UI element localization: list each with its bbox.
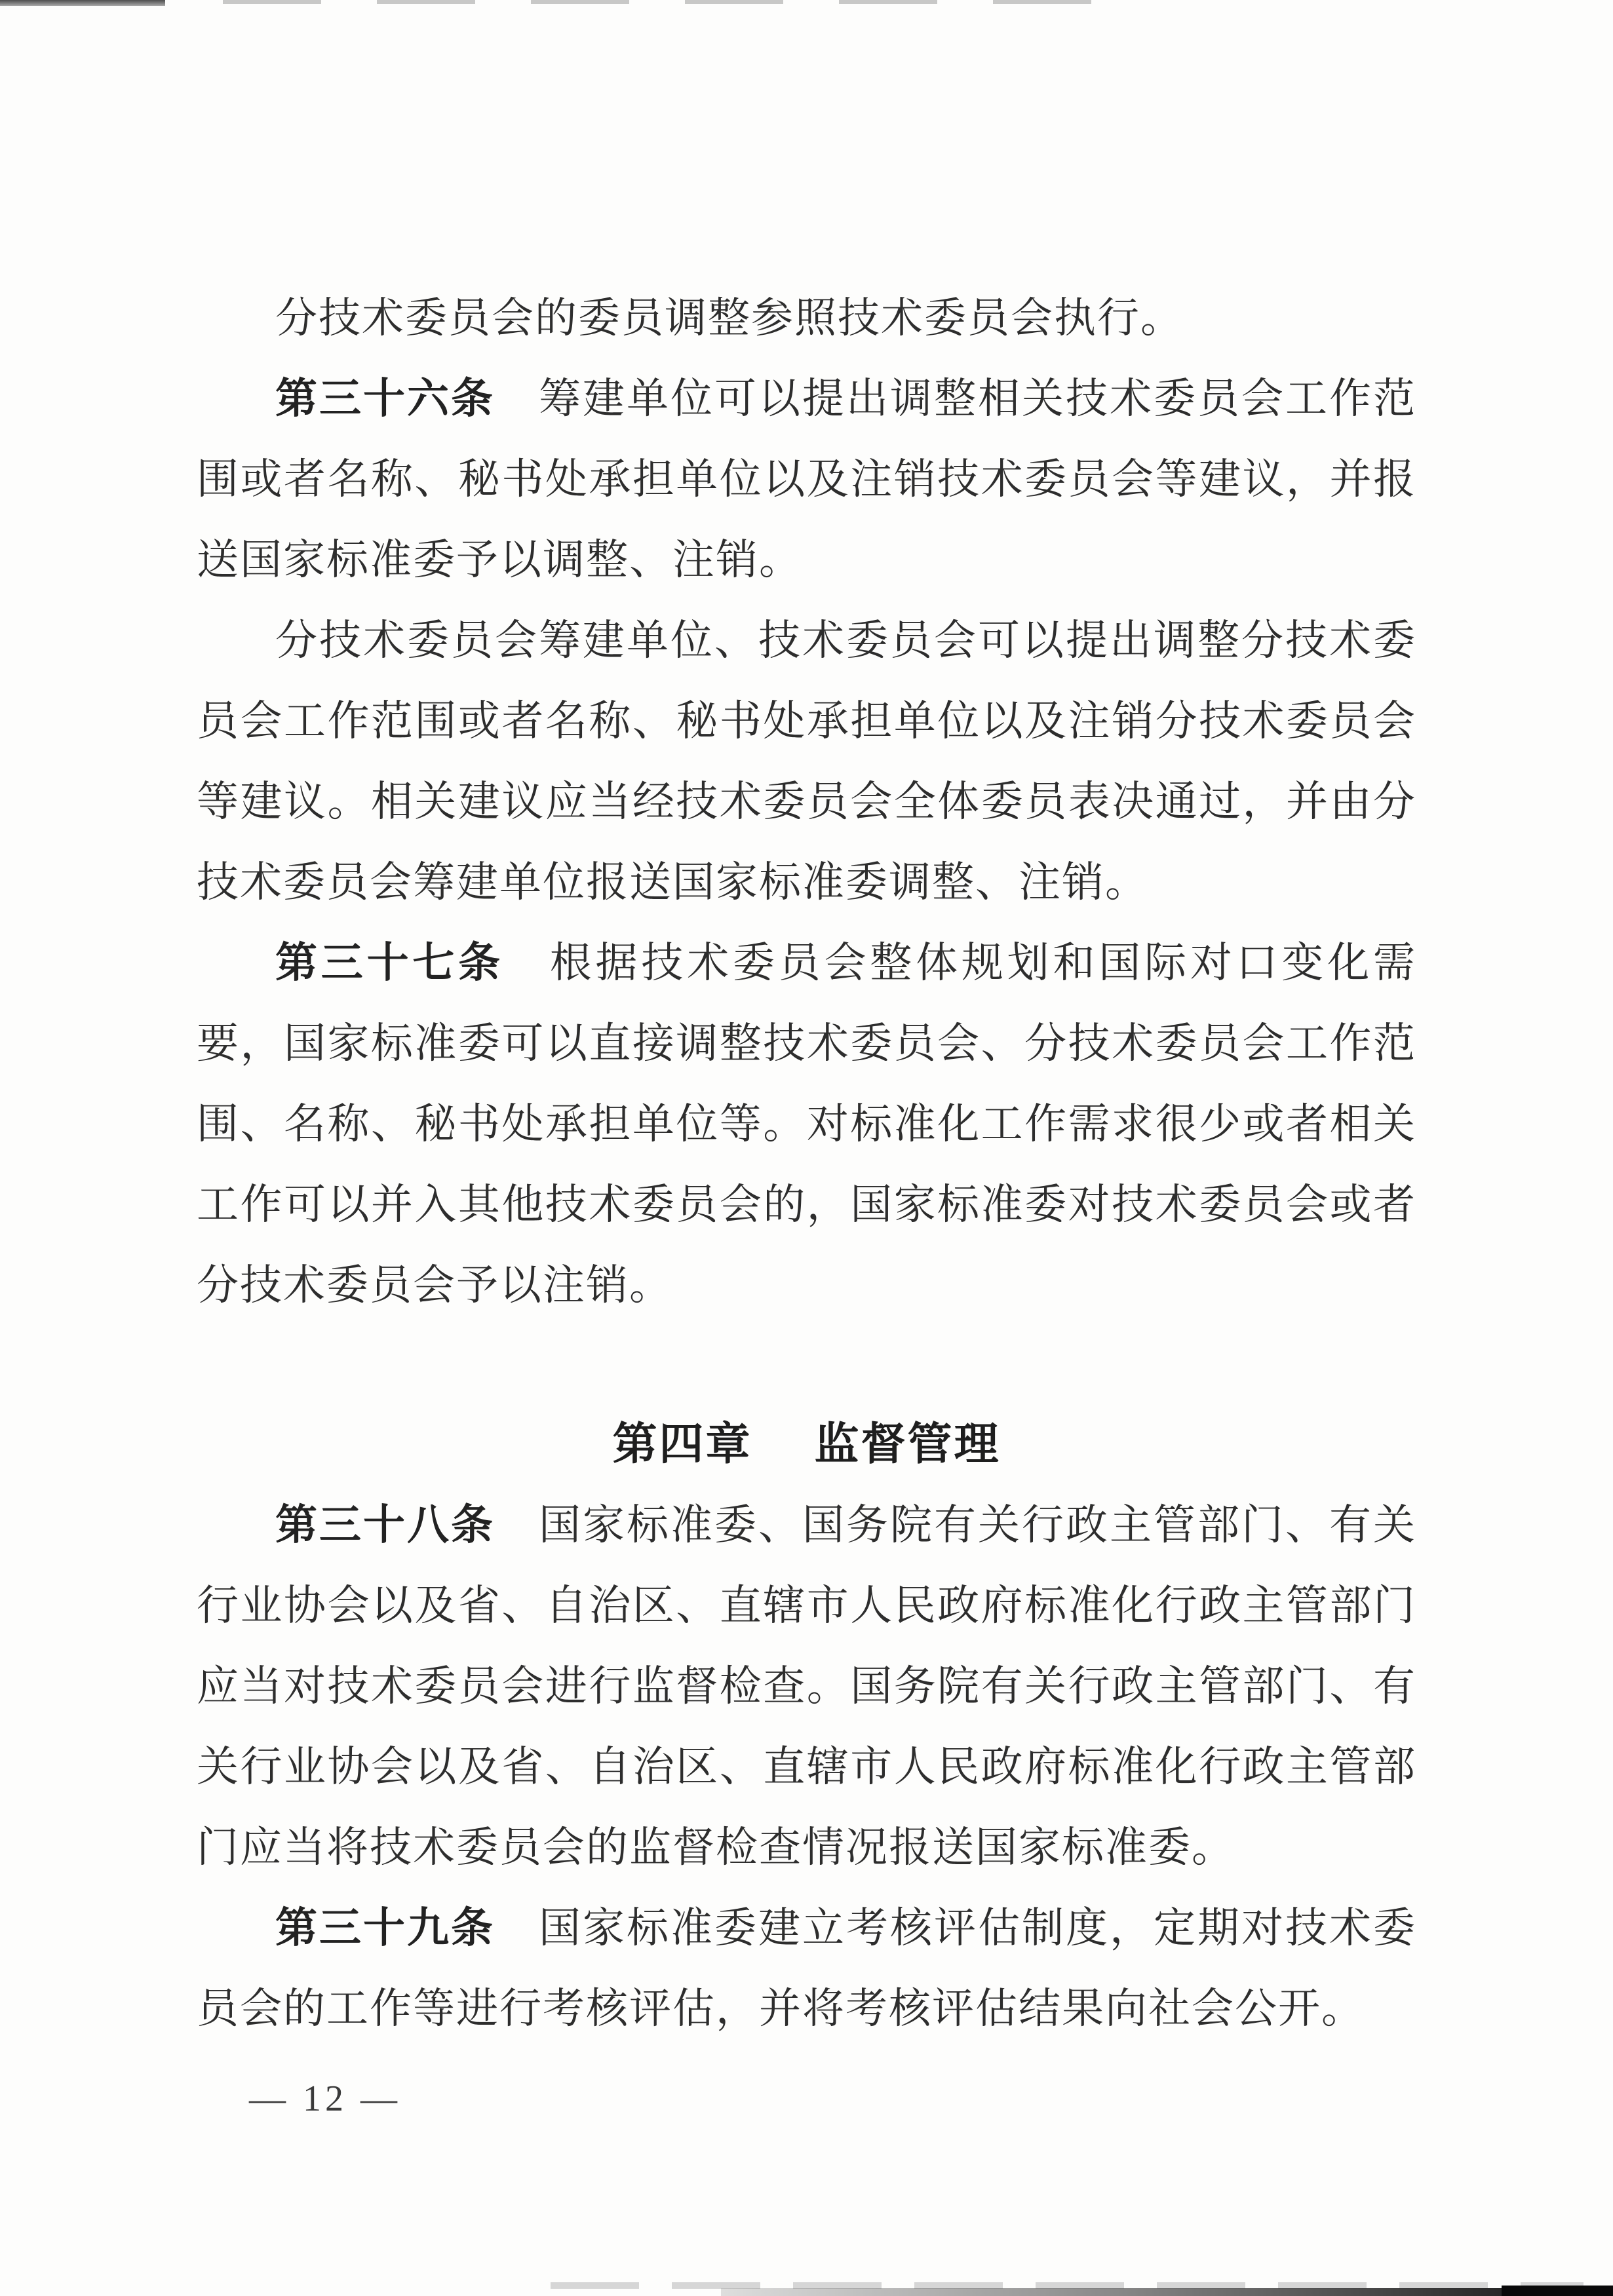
- body-line: 员会的工作等进行考核评估，并将考核评估结果向社会公开。: [197, 1985, 1365, 2032]
- body-line-text: 根据技术委员会整体规划和国际对口变化需: [503, 940, 1417, 986]
- body-line: 围、名称、秘书处承担单位等。对标准化工作需求很少或者相关: [197, 1101, 1416, 1147]
- body-line: 围或者名称、秘书处承担单位以及注销技术委员会等建议，并报: [197, 456, 1416, 503]
- scan-artifact-top-dashes: [223, 0, 1095, 4]
- chapter-number: 第四章: [612, 1419, 752, 1469]
- body-line: 门应当将技术委员会的监督检查情况报送国家标准委。: [197, 1824, 1235, 1871]
- scan-artifact-bottom-corner: [1502, 2286, 1613, 2296]
- body-line: 员会工作范围或者名称、秘书处承担单位以及注销分技术委员会: [197, 698, 1416, 744]
- body-line: [197, 1485, 1416, 1565]
- body-line: [197, 923, 1416, 1003]
- body-line: 行业协会以及省、自治区、直辖市人民政府标准化行政主管部门: [197, 1582, 1416, 1629]
- body-line: 工作可以并入其他技术委员会的，国家标准委对技术委员会或者: [197, 1181, 1416, 1228]
- body-line: 要，国家标准委可以直接调整技术委员会、分技术委员会工作范: [197, 1020, 1416, 1067]
- document-body: [197, 278, 1416, 2049]
- scan-artifact-bottom-bar: [721, 2288, 1613, 2296]
- body-line: 技术委员会筹建单位报送国家标准委调整、注销。: [197, 859, 1148, 906]
- body-line-text: 筹建单位可以提出调整相关技术委员会工作范: [495, 375, 1416, 422]
- page-number: — 12 —: [249, 2078, 401, 2119]
- body-line: [197, 1888, 1416, 1968]
- body-line: 送国家标准委予以调整、注销。: [197, 537, 802, 583]
- article-number: 第三十九条: [275, 1905, 495, 1951]
- body-line: [197, 358, 1416, 439]
- body-line: 分技术委员会筹建单位、技术委员会可以提出调整分技术委: [275, 617, 1416, 664]
- chapter-title: 监督管理: [814, 1419, 1001, 1469]
- body-line: 关行业协会以及省、自治区、直辖市人民政府标准化行政主管部: [197, 1744, 1416, 1790]
- scan-artifact-top-left: [0, 0, 165, 6]
- body-line: 分技术委员会的委员调整参照技术委员会执行。: [275, 295, 1184, 341]
- body-line: 等建议。相关建议应当经技术委员会全体委员表决通过，并由分: [197, 778, 1416, 825]
- article-number: 第三十七条: [275, 940, 504, 986]
- article-number: 第三十八条: [275, 1502, 495, 1548]
- body-line-text: 国家标准委建立考核评估制度，定期对技术委: [495, 1905, 1416, 1951]
- body-line: 分技术委员会予以注销。: [197, 1262, 672, 1309]
- body-line-text: 国家标准委、国务院有关行政主管部门、有关: [495, 1502, 1416, 1548]
- chapter-heading: [197, 1404, 1416, 1485]
- article-number: 第三十六条: [275, 375, 495, 422]
- body-line: 应当对技术委员会进行监督检查。国务院有关行政主管部门、有: [197, 1663, 1416, 1710]
